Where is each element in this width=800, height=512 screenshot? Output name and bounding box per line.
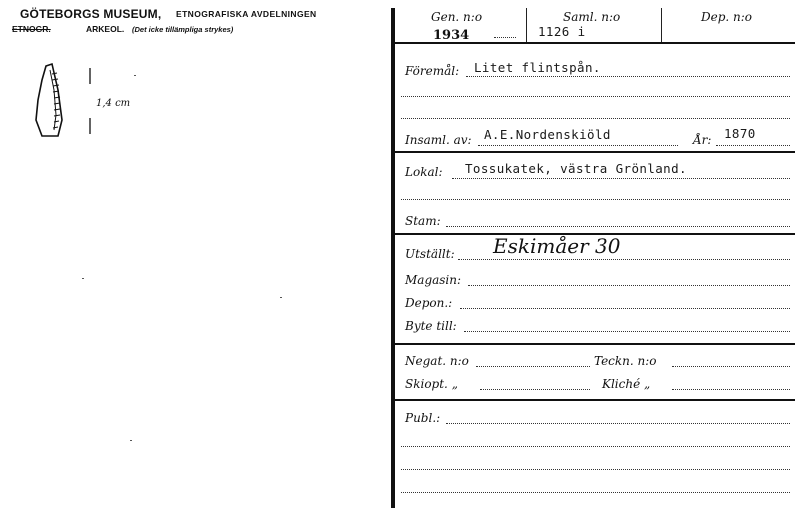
column-separator bbox=[661, 8, 662, 42]
negat-label: Negat. n:o bbox=[405, 354, 469, 368]
utstallt-handwritten: Eskimåer 30 bbox=[493, 234, 621, 258]
section-divider bbox=[395, 151, 795, 153]
foremal-value: Litet flintspån. bbox=[474, 60, 601, 75]
magasin-label: Magasin: bbox=[405, 273, 462, 287]
saml-label: Saml. n:o bbox=[563, 10, 621, 24]
arkeol-label: ARKEOL. bbox=[86, 24, 125, 34]
saml-number: 1126 i bbox=[538, 24, 586, 39]
insaml-label: Insaml. av: bbox=[405, 133, 472, 147]
card-left-border bbox=[391, 8, 395, 508]
depon-label: Depon.: bbox=[405, 296, 453, 310]
ar-value: 1870 bbox=[724, 126, 756, 141]
publ-label: Publ.: bbox=[405, 411, 441, 425]
gen-label: Gen. n:o bbox=[431, 10, 483, 24]
museum-name: GÖTEBORGS MUSEUM, bbox=[20, 7, 162, 21]
strike-note: (Det icke tillämpliga strykes) bbox=[132, 25, 234, 34]
byte-label: Byte till: bbox=[405, 319, 457, 333]
etnogr-label: ETNOGR. bbox=[12, 24, 51, 34]
kliche-label: Kliché „ bbox=[602, 377, 651, 391]
teckn-label: Teckn. n:o bbox=[594, 354, 657, 368]
column-separator bbox=[526, 8, 527, 42]
section-divider bbox=[395, 399, 795, 401]
foremal-label: Föremål: bbox=[405, 64, 460, 78]
section-divider bbox=[395, 343, 795, 345]
stam-label: Stam: bbox=[405, 214, 441, 228]
ar-label: År: bbox=[693, 133, 712, 147]
lokal-label: Lokal: bbox=[405, 165, 443, 179]
gen-number: 1934 bbox=[433, 28, 470, 43]
lokal-value: Tossukatek, västra Grönland. bbox=[465, 161, 687, 176]
utstallt-label: Utställt: bbox=[405, 247, 455, 261]
skiopt-label: Skiopt. „ bbox=[405, 377, 458, 391]
department-name: ETNOGRAFISKA AVDELNINGEN bbox=[176, 9, 317, 19]
dep-label: Dep. n:o bbox=[701, 10, 753, 24]
size-annotation: 1,4 cm bbox=[96, 98, 131, 109]
insaml-value: A.E.Nordenskiöld bbox=[484, 127, 611, 142]
